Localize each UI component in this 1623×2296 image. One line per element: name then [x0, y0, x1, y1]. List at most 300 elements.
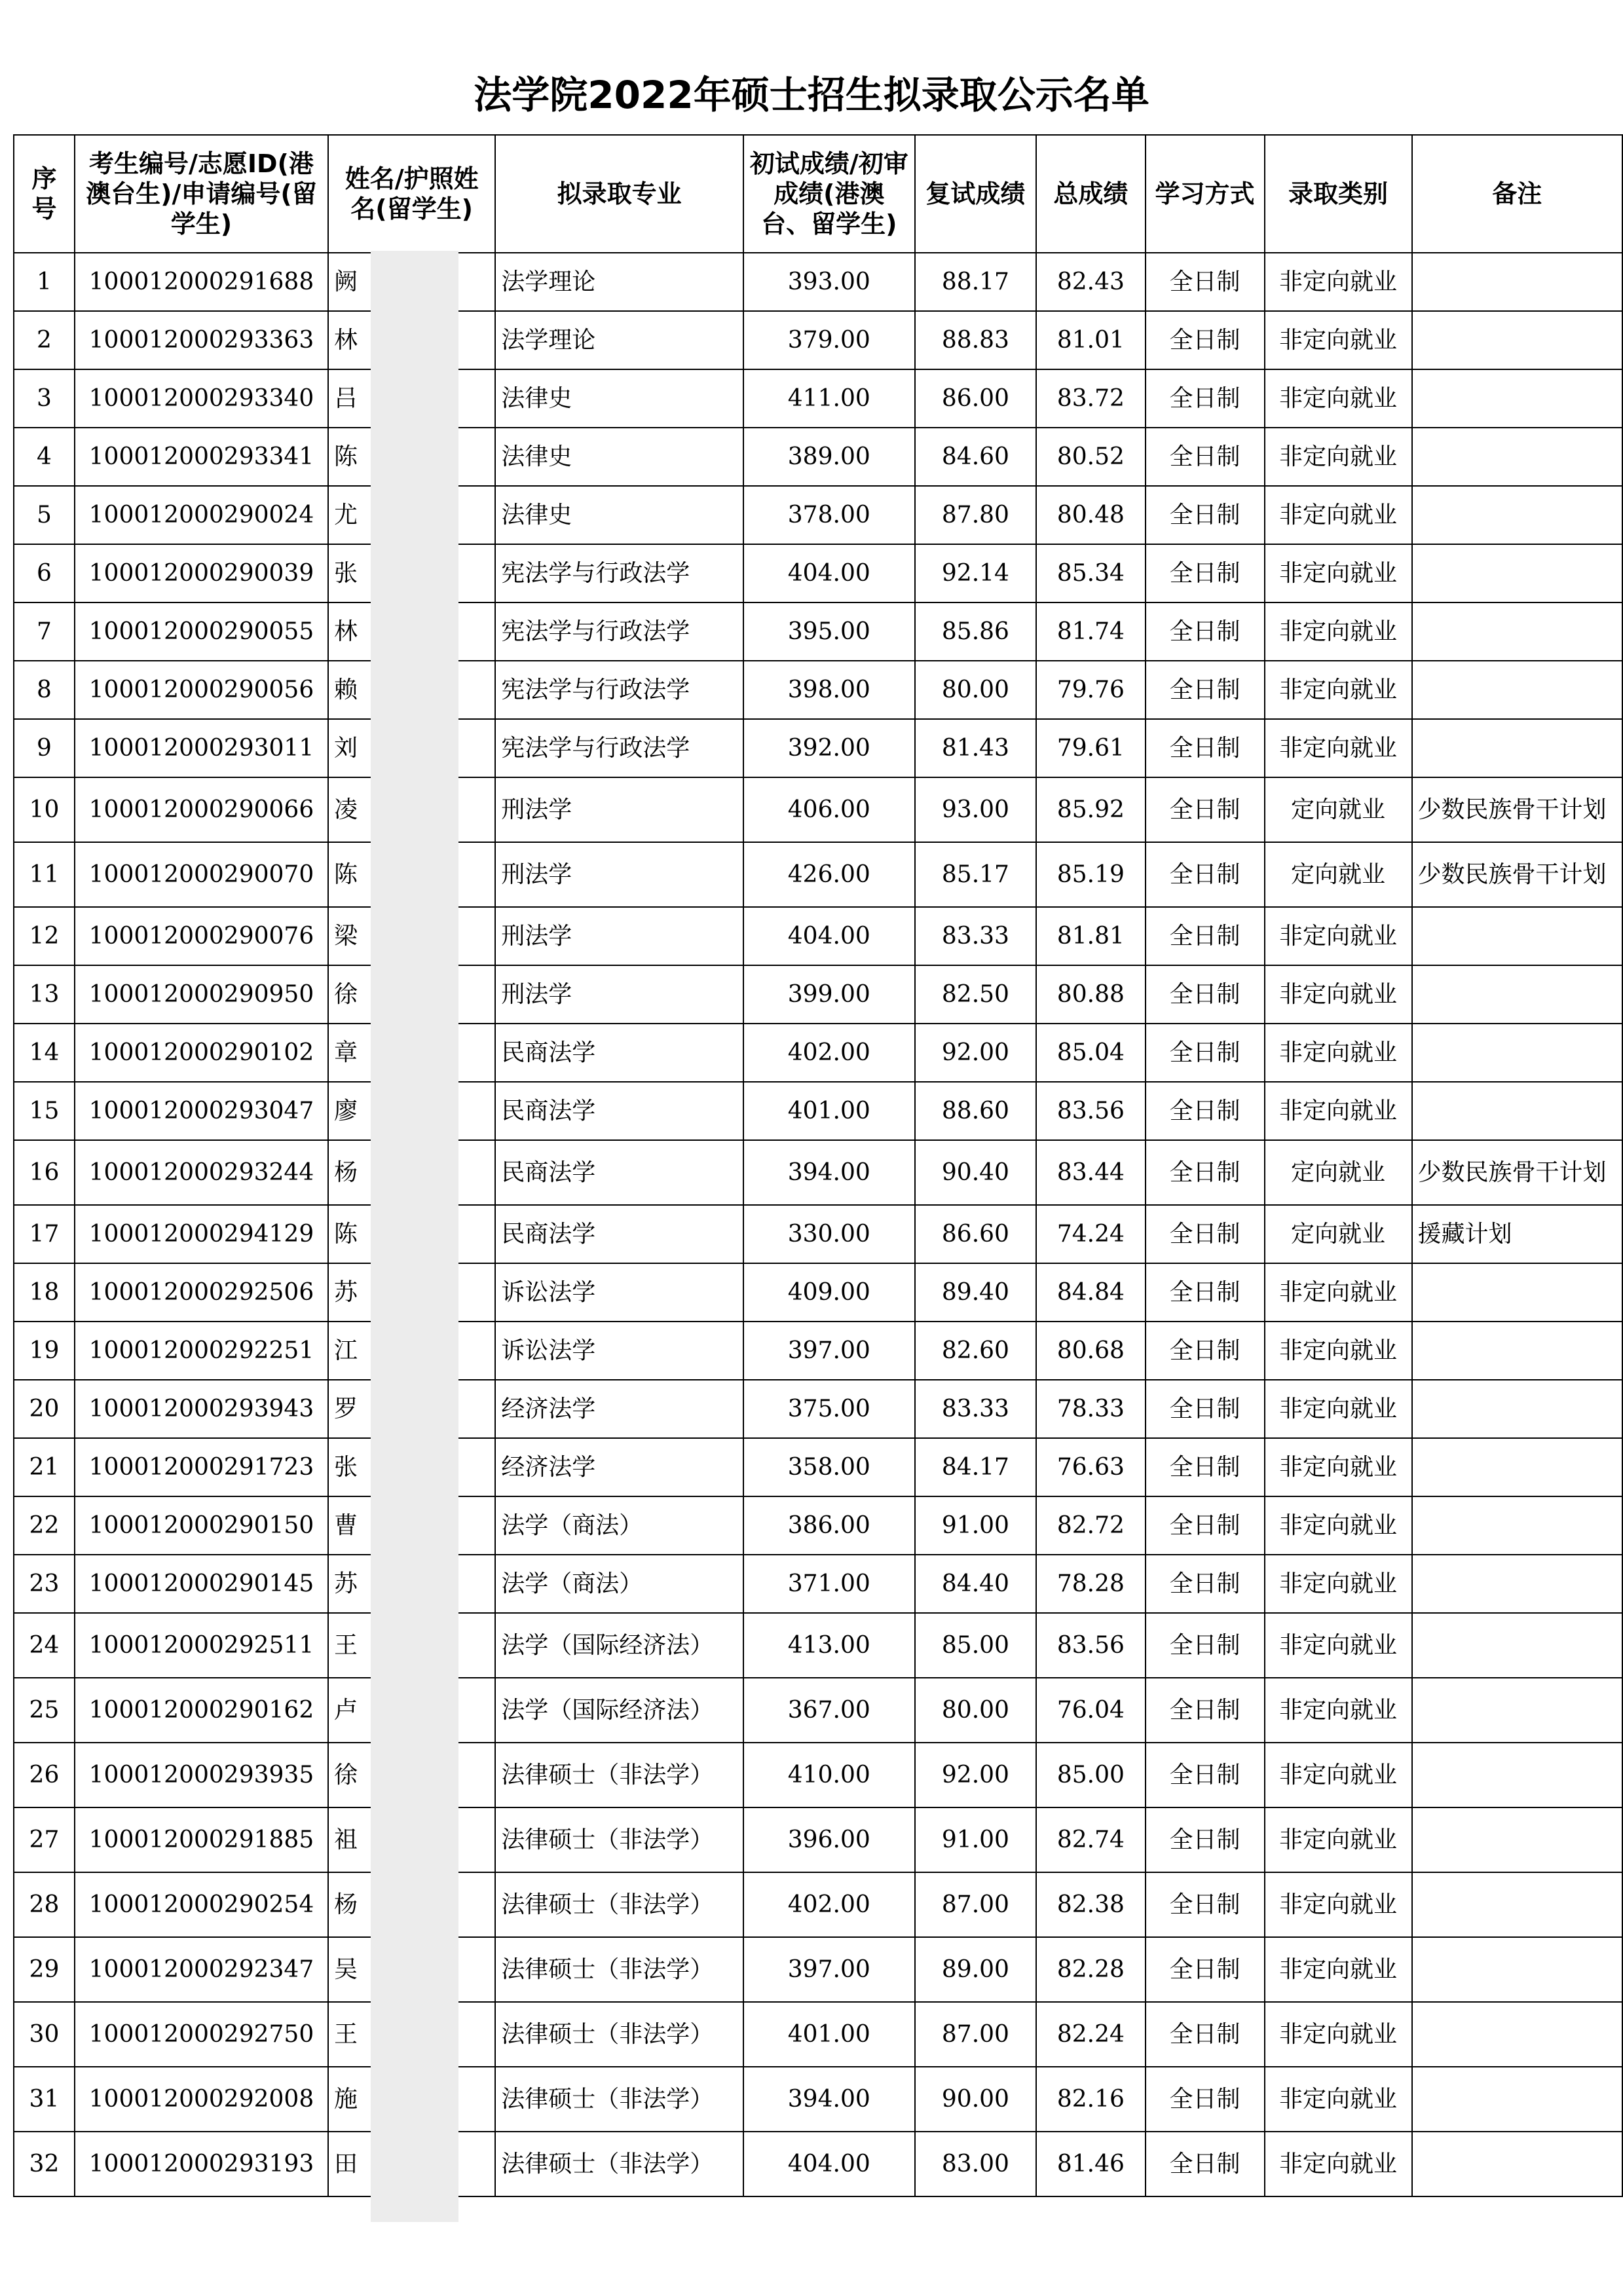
row-initial-score: 402.00: [743, 1872, 915, 1937]
table-row: [14, 369, 1622, 428]
row-total-score: 80.88: [1036, 965, 1145, 1024]
row-retest-score: 90.00: [915, 2067, 1037, 2132]
row-initial-score: 404.00: [743, 544, 915, 602]
row-candidate-id: 100012000291885: [75, 1807, 328, 1872]
redaction-block: [371, 251, 458, 2222]
table-row: [14, 1205, 1622, 1263]
row-initial-score: 394.00: [743, 1140, 915, 1205]
row-candidate-id: 100012000290145: [75, 1555, 328, 1613]
row-seq: 25: [14, 1678, 75, 1743]
row-total-score: 85.19: [1036, 842, 1145, 907]
table-row: [14, 661, 1622, 719]
row-candidate-id: 100012000292511: [75, 1613, 328, 1678]
table-row: [14, 486, 1622, 544]
row-total-score: 85.34: [1036, 544, 1145, 602]
row-study-mode: 全日制: [1146, 1872, 1265, 1937]
row-note: [1412, 311, 1623, 369]
row-study-mode: 全日制: [1146, 1937, 1265, 2002]
header-initial-score: 初试成绩/初审成绩(港澳台、留学生): [743, 135, 915, 253]
row-total-score: 76.63: [1036, 1438, 1145, 1496]
row-name: 林: [328, 311, 495, 369]
table-row: [14, 1140, 1622, 1205]
row-seq: 21: [14, 1438, 75, 1496]
row-admission-type: 非定向就业: [1265, 1613, 1412, 1678]
table-row: [14, 1082, 1622, 1140]
row-note: [1412, 965, 1623, 1024]
row-initial-score: 406.00: [743, 777, 915, 842]
row-initial-score: 410.00: [743, 1743, 915, 1807]
row-candidate-id: 100012000290950: [75, 965, 328, 1024]
row-retest-score: 92.00: [915, 1024, 1037, 1082]
row-note: 少数民族骨干计划: [1412, 777, 1623, 842]
row-note: [1412, 253, 1623, 311]
row-seq: 9: [14, 719, 75, 777]
table-row: [14, 1807, 1622, 1872]
row-note: [1412, 2067, 1623, 2132]
row-seq: 16: [14, 1140, 75, 1205]
row-seq: 31: [14, 2067, 75, 2132]
row-admission-type: 定向就业: [1265, 1140, 1412, 1205]
row-candidate-id: 100012000293340: [75, 369, 328, 428]
row-retest-score: 82.60: [915, 1322, 1037, 1380]
row-retest-score: 84.17: [915, 1438, 1037, 1496]
row-candidate-id: 100012000290102: [75, 1024, 328, 1082]
row-retest-score: 88.60: [915, 1082, 1037, 1140]
row-admission-type: 非定向就业: [1265, 253, 1412, 311]
row-study-mode: 全日制: [1146, 253, 1265, 311]
row-total-score: 76.04: [1036, 1678, 1145, 1743]
table-row: [14, 2002, 1622, 2067]
row-name: 徐: [328, 965, 495, 1024]
row-note: [1412, 661, 1623, 719]
row-retest-score: 87.80: [915, 486, 1037, 544]
row-major: 法学（商法）: [495, 1496, 743, 1555]
row-admission-type: 非定向就业: [1265, 1937, 1412, 2002]
row-seq: 8: [14, 661, 75, 719]
row-initial-score: 398.00: [743, 661, 915, 719]
row-major: 法律硕士（非法学）: [495, 1872, 743, 1937]
row-major: 法律史: [495, 369, 743, 428]
row-study-mode: 全日制: [1146, 719, 1265, 777]
row-name: 徐: [328, 1743, 495, 1807]
row-major: 法学（国际经济法）: [495, 1678, 743, 1743]
row-study-mode: 全日制: [1146, 965, 1265, 1024]
row-seq: 32: [14, 2132, 75, 2196]
row-total-score: 82.43: [1036, 253, 1145, 311]
row-name: 赖: [328, 661, 495, 719]
table-row: [14, 1678, 1622, 1743]
table-row: [14, 602, 1622, 661]
row-note: [1412, 1322, 1623, 1380]
table-row: [14, 1555, 1622, 1613]
row-seq: 17: [14, 1205, 75, 1263]
row-study-mode: 全日制: [1146, 1743, 1265, 1807]
row-admission-type: 非定向就业: [1265, 1496, 1412, 1555]
row-initial-score: 375.00: [743, 1380, 915, 1438]
row-initial-score: 401.00: [743, 1082, 915, 1140]
row-note: [1412, 544, 1623, 602]
row-name: 江: [328, 1322, 495, 1380]
row-initial-score: 404.00: [743, 2132, 915, 2196]
row-seq: 5: [14, 486, 75, 544]
row-admission-type: 非定向就业: [1265, 1024, 1412, 1082]
row-retest-score: 85.00: [915, 1613, 1037, 1678]
row-admission-type: 非定向就业: [1265, 428, 1412, 486]
row-study-mode: 全日制: [1146, 1678, 1265, 1743]
row-note: [1412, 1555, 1623, 1613]
row-major: 宪法学与行政法学: [495, 602, 743, 661]
row-seq: 28: [14, 1872, 75, 1937]
row-initial-score: 395.00: [743, 602, 915, 661]
row-initial-score: 358.00: [743, 1438, 915, 1496]
row-initial-score: 379.00: [743, 311, 915, 369]
row-candidate-id: 100012000290056: [75, 661, 328, 719]
table-row: [14, 842, 1622, 907]
row-admission-type: 非定向就业: [1265, 1807, 1412, 1872]
row-admission-type: 非定向就业: [1265, 369, 1412, 428]
table-row: [14, 965, 1622, 1024]
table-row: [14, 1496, 1622, 1555]
row-total-score: 82.72: [1036, 1496, 1145, 1555]
row-candidate-id: 100012000292506: [75, 1263, 328, 1322]
row-name: 章: [328, 1024, 495, 1082]
row-major: 法学理论: [495, 311, 743, 369]
row-total-score: 78.33: [1036, 1380, 1145, 1438]
row-study-mode: 全日制: [1146, 2132, 1265, 2196]
row-note: [1412, 602, 1623, 661]
table-row: [14, 428, 1622, 486]
row-retest-score: 83.33: [915, 1380, 1037, 1438]
row-study-mode: 全日制: [1146, 486, 1265, 544]
row-retest-score: 88.83: [915, 311, 1037, 369]
row-seq: 3: [14, 369, 75, 428]
row-initial-score: 404.00: [743, 907, 915, 965]
row-total-score: 82.24: [1036, 2002, 1145, 2067]
row-total-score: 85.04: [1036, 1024, 1145, 1082]
row-retest-score: 90.40: [915, 1140, 1037, 1205]
row-admission-type: 非定向就业: [1265, 1872, 1412, 1937]
admission-table: [13, 134, 1623, 2197]
row-note: [1412, 2132, 1623, 2196]
table-row: [14, 253, 1622, 311]
row-study-mode: 全日制: [1146, 1613, 1265, 1678]
row-candidate-id: 100012000293341: [75, 428, 328, 486]
row-admission-type: 非定向就业: [1265, 1678, 1412, 1743]
row-seq: 6: [14, 544, 75, 602]
row-candidate-id: 100012000290066: [75, 777, 328, 842]
row-study-mode: 全日制: [1146, 428, 1265, 486]
row-retest-score: 91.00: [915, 1496, 1037, 1555]
row-study-mode: 全日制: [1146, 311, 1265, 369]
row-candidate-id: 100012000290024: [75, 486, 328, 544]
row-total-score: 81.74: [1036, 602, 1145, 661]
row-name: 苏: [328, 1555, 495, 1613]
row-seq: 1: [14, 253, 75, 311]
header-total-score: 总成绩: [1036, 135, 1145, 253]
row-major: 刑法学: [495, 777, 743, 842]
row-seq: 23: [14, 1555, 75, 1613]
table-row: [14, 1024, 1622, 1082]
row-name: 张: [328, 544, 495, 602]
row-note: 少数民族骨干计划: [1412, 1140, 1623, 1205]
row-name: 杨: [328, 1872, 495, 1937]
row-retest-score: 86.00: [915, 369, 1037, 428]
row-total-score: 81.46: [1036, 2132, 1145, 2196]
row-candidate-id: 100012000290076: [75, 907, 328, 965]
row-note: [1412, 1937, 1623, 2002]
row-seq: 2: [14, 311, 75, 369]
row-note: [1412, 369, 1623, 428]
row-study-mode: 全日制: [1146, 2067, 1265, 2132]
row-retest-score: 83.00: [915, 2132, 1037, 2196]
row-name: 王: [328, 1613, 495, 1678]
row-admission-type: 非定向就业: [1265, 1380, 1412, 1438]
row-study-mode: 全日制: [1146, 1024, 1265, 1082]
row-note: [1412, 719, 1623, 777]
row-study-mode: 全日制: [1146, 1263, 1265, 1322]
row-note: [1412, 1263, 1623, 1322]
header-seq: 序号: [14, 135, 75, 253]
row-note: [1412, 1024, 1623, 1082]
row-candidate-id: 100012000290070: [75, 842, 328, 907]
row-total-score: 82.16: [1036, 2067, 1145, 2132]
row-initial-score: 426.00: [743, 842, 915, 907]
row-name: 陈: [328, 842, 495, 907]
row-initial-score: 413.00: [743, 1613, 915, 1678]
row-note: [1412, 1438, 1623, 1496]
row-study-mode: 全日制: [1146, 777, 1265, 842]
row-initial-score: 397.00: [743, 1937, 915, 2002]
row-major: 法律史: [495, 486, 743, 544]
row-seq: 18: [14, 1263, 75, 1322]
row-major: 法学理论: [495, 253, 743, 311]
row-seq: 26: [14, 1743, 75, 1807]
row-admission-type: 非定向就业: [1265, 719, 1412, 777]
row-name: 罗: [328, 1380, 495, 1438]
row-study-mode: 全日制: [1146, 1380, 1265, 1438]
row-total-score: 83.44: [1036, 1140, 1145, 1205]
row-candidate-id: 100012000293047: [75, 1082, 328, 1140]
row-initial-score: 386.00: [743, 1496, 915, 1555]
row-note: [1412, 1496, 1623, 1555]
row-study-mode: 全日制: [1146, 602, 1265, 661]
row-total-score: 74.24: [1036, 1205, 1145, 1263]
table-row: [14, 719, 1622, 777]
row-total-score: 79.61: [1036, 719, 1145, 777]
row-candidate-id: 100012000290150: [75, 1496, 328, 1555]
row-candidate-id: 100012000292251: [75, 1322, 328, 1380]
table-row: [14, 2132, 1622, 2196]
row-admission-type: 定向就业: [1265, 1205, 1412, 1263]
row-study-mode: 全日制: [1146, 661, 1265, 719]
row-name: 陈: [328, 1205, 495, 1263]
row-candidate-id: 100012000290055: [75, 602, 328, 661]
row-total-score: 83.56: [1036, 1613, 1145, 1678]
row-total-score: 78.28: [1036, 1555, 1145, 1613]
row-name: 林: [328, 602, 495, 661]
row-admission-type: 非定向就业: [1265, 1555, 1412, 1613]
row-note: [1412, 1380, 1623, 1438]
row-major: 法律硕士（非法学）: [495, 2132, 743, 2196]
row-name: 田: [328, 2132, 495, 2196]
row-admission-type: 非定向就业: [1265, 661, 1412, 719]
table-row: [14, 1322, 1622, 1380]
header-major: 拟录取专业: [495, 135, 743, 253]
row-retest-score: 80.00: [915, 661, 1037, 719]
table-row: [14, 1380, 1622, 1438]
row-initial-score: 411.00: [743, 369, 915, 428]
row-major: 刑法学: [495, 842, 743, 907]
row-total-score: 80.52: [1036, 428, 1145, 486]
document-title: 法学院2022年硕士招生拟录取公示名单: [474, 73, 1149, 117]
row-study-mode: 全日制: [1146, 2002, 1265, 2067]
row-seq: 15: [14, 1082, 75, 1140]
row-major: 民商法学: [495, 1140, 743, 1205]
row-seq: 10: [14, 777, 75, 842]
row-note: 少数民族骨干计划: [1412, 842, 1623, 907]
row-initial-score: 393.00: [743, 253, 915, 311]
row-retest-score: 85.17: [915, 842, 1037, 907]
row-admission-type: 非定向就业: [1265, 1322, 1412, 1380]
row-name: 吴: [328, 1937, 495, 2002]
row-seq: 14: [14, 1024, 75, 1082]
row-candidate-id: 100012000293011: [75, 719, 328, 777]
row-major: 刑法学: [495, 907, 743, 965]
row-initial-score: 401.00: [743, 2002, 915, 2067]
header-name: 姓名/护照姓名(留学生): [328, 135, 495, 253]
row-major: 民商法学: [495, 1205, 743, 1263]
row-admission-type: 非定向就业: [1265, 1743, 1412, 1807]
row-note: 援藏计划: [1412, 1205, 1623, 1263]
row-seq: 4: [14, 428, 75, 486]
row-candidate-id: 100012000291723: [75, 1438, 328, 1496]
row-candidate-id: 100012000292750: [75, 2002, 328, 2067]
row-major: 刑法学: [495, 965, 743, 1024]
row-major: 经济法学: [495, 1380, 743, 1438]
row-total-score: 81.81: [1036, 907, 1145, 965]
row-note: [1412, 1872, 1623, 1937]
row-seq: 20: [14, 1380, 75, 1438]
row-admission-type: 非定向就业: [1265, 602, 1412, 661]
row-initial-score: 367.00: [743, 1678, 915, 1743]
row-note: [1412, 1743, 1623, 1807]
table-row: [14, 1743, 1622, 1807]
row-total-score: 82.74: [1036, 1807, 1145, 1872]
row-name: 刘: [328, 719, 495, 777]
row-admission-type: 非定向就业: [1265, 2002, 1412, 2067]
row-seq: 27: [14, 1807, 75, 1872]
row-admission-type: 非定向就业: [1265, 2132, 1412, 2196]
row-major: 宪法学与行政法学: [495, 719, 743, 777]
row-retest-score: 81.43: [915, 719, 1037, 777]
row-seq: 12: [14, 907, 75, 965]
row-note: [1412, 1082, 1623, 1140]
row-initial-score: 394.00: [743, 2067, 915, 2132]
row-note: [1412, 907, 1623, 965]
row-initial-score: 397.00: [743, 1322, 915, 1380]
row-major: 法学（商法）: [495, 1555, 743, 1613]
row-retest-score: 87.00: [915, 1872, 1037, 1937]
row-candidate-id: 100012000291688: [75, 253, 328, 311]
row-major: 宪法学与行政法学: [495, 544, 743, 602]
row-seq: 30: [14, 2002, 75, 2067]
table-row: [14, 1263, 1622, 1322]
header-note: 备注: [1412, 135, 1623, 253]
row-retest-score: 84.60: [915, 428, 1037, 486]
row-major: 法律硕士（非法学）: [495, 1743, 743, 1807]
row-study-mode: 全日制: [1146, 1496, 1265, 1555]
row-candidate-id: 100012000290254: [75, 1872, 328, 1937]
row-name: 祖: [328, 1807, 495, 1872]
row-major: 经济法学: [495, 1438, 743, 1496]
table-row: [14, 777, 1622, 842]
header-retest-score: 复试成绩: [915, 135, 1037, 253]
row-study-mode: 全日制: [1146, 1205, 1265, 1263]
row-name: 陈: [328, 428, 495, 486]
row-name: 曹: [328, 1496, 495, 1555]
row-admission-type: 非定向就业: [1265, 544, 1412, 602]
row-total-score: 85.00: [1036, 1743, 1145, 1807]
row-name: 阙: [328, 253, 495, 311]
row-total-score: 82.28: [1036, 1937, 1145, 2002]
row-total-score: 84.84: [1036, 1263, 1145, 1322]
row-major: 法律硕士（非法学）: [495, 2002, 743, 2067]
row-total-score: 82.38: [1036, 1872, 1145, 1937]
row-study-mode: 全日制: [1146, 1082, 1265, 1140]
row-initial-score: 409.00: [743, 1263, 915, 1322]
row-name: 吕: [328, 369, 495, 428]
row-total-score: 80.48: [1036, 486, 1145, 544]
row-candidate-id: 100012000292008: [75, 2067, 328, 2132]
row-name: 尤: [328, 486, 495, 544]
row-major: 诉讼法学: [495, 1263, 743, 1322]
row-initial-score: 371.00: [743, 1555, 915, 1613]
row-seq: 11: [14, 842, 75, 907]
table-row: [14, 311, 1622, 369]
row-retest-score: 82.50: [915, 965, 1037, 1024]
row-seq: 7: [14, 602, 75, 661]
row-name: 凌: [328, 777, 495, 842]
row-name: 张: [328, 1438, 495, 1496]
row-note: [1412, 1613, 1623, 1678]
row-retest-score: 92.14: [915, 544, 1037, 602]
table-row: [14, 1613, 1622, 1678]
row-seq: 19: [14, 1322, 75, 1380]
row-initial-score: 396.00: [743, 1807, 915, 1872]
row-total-score: 80.68: [1036, 1322, 1145, 1380]
row-candidate-id: 100012000293935: [75, 1743, 328, 1807]
row-major: 宪法学与行政法学: [495, 661, 743, 719]
row-initial-score: 402.00: [743, 1024, 915, 1082]
row-candidate-id: 100012000293943: [75, 1380, 328, 1438]
row-retest-score: 80.00: [915, 1678, 1037, 1743]
row-seq: 13: [14, 965, 75, 1024]
row-retest-score: 85.86: [915, 602, 1037, 661]
row-admission-type: 定向就业: [1265, 777, 1412, 842]
row-initial-score: 378.00: [743, 486, 915, 544]
row-admission-type: 非定向就业: [1265, 907, 1412, 965]
row-name: 施: [328, 2067, 495, 2132]
row-study-mode: 全日制: [1146, 1807, 1265, 1872]
table-row: [14, 544, 1622, 602]
row-retest-score: 89.00: [915, 1937, 1037, 2002]
row-note: [1412, 486, 1623, 544]
row-retest-score: 83.33: [915, 907, 1037, 965]
row-study-mode: 全日制: [1146, 842, 1265, 907]
header-row: [14, 135, 1622, 253]
row-name: 廖: [328, 1082, 495, 1140]
row-candidate-id: 100012000292347: [75, 1937, 328, 2002]
